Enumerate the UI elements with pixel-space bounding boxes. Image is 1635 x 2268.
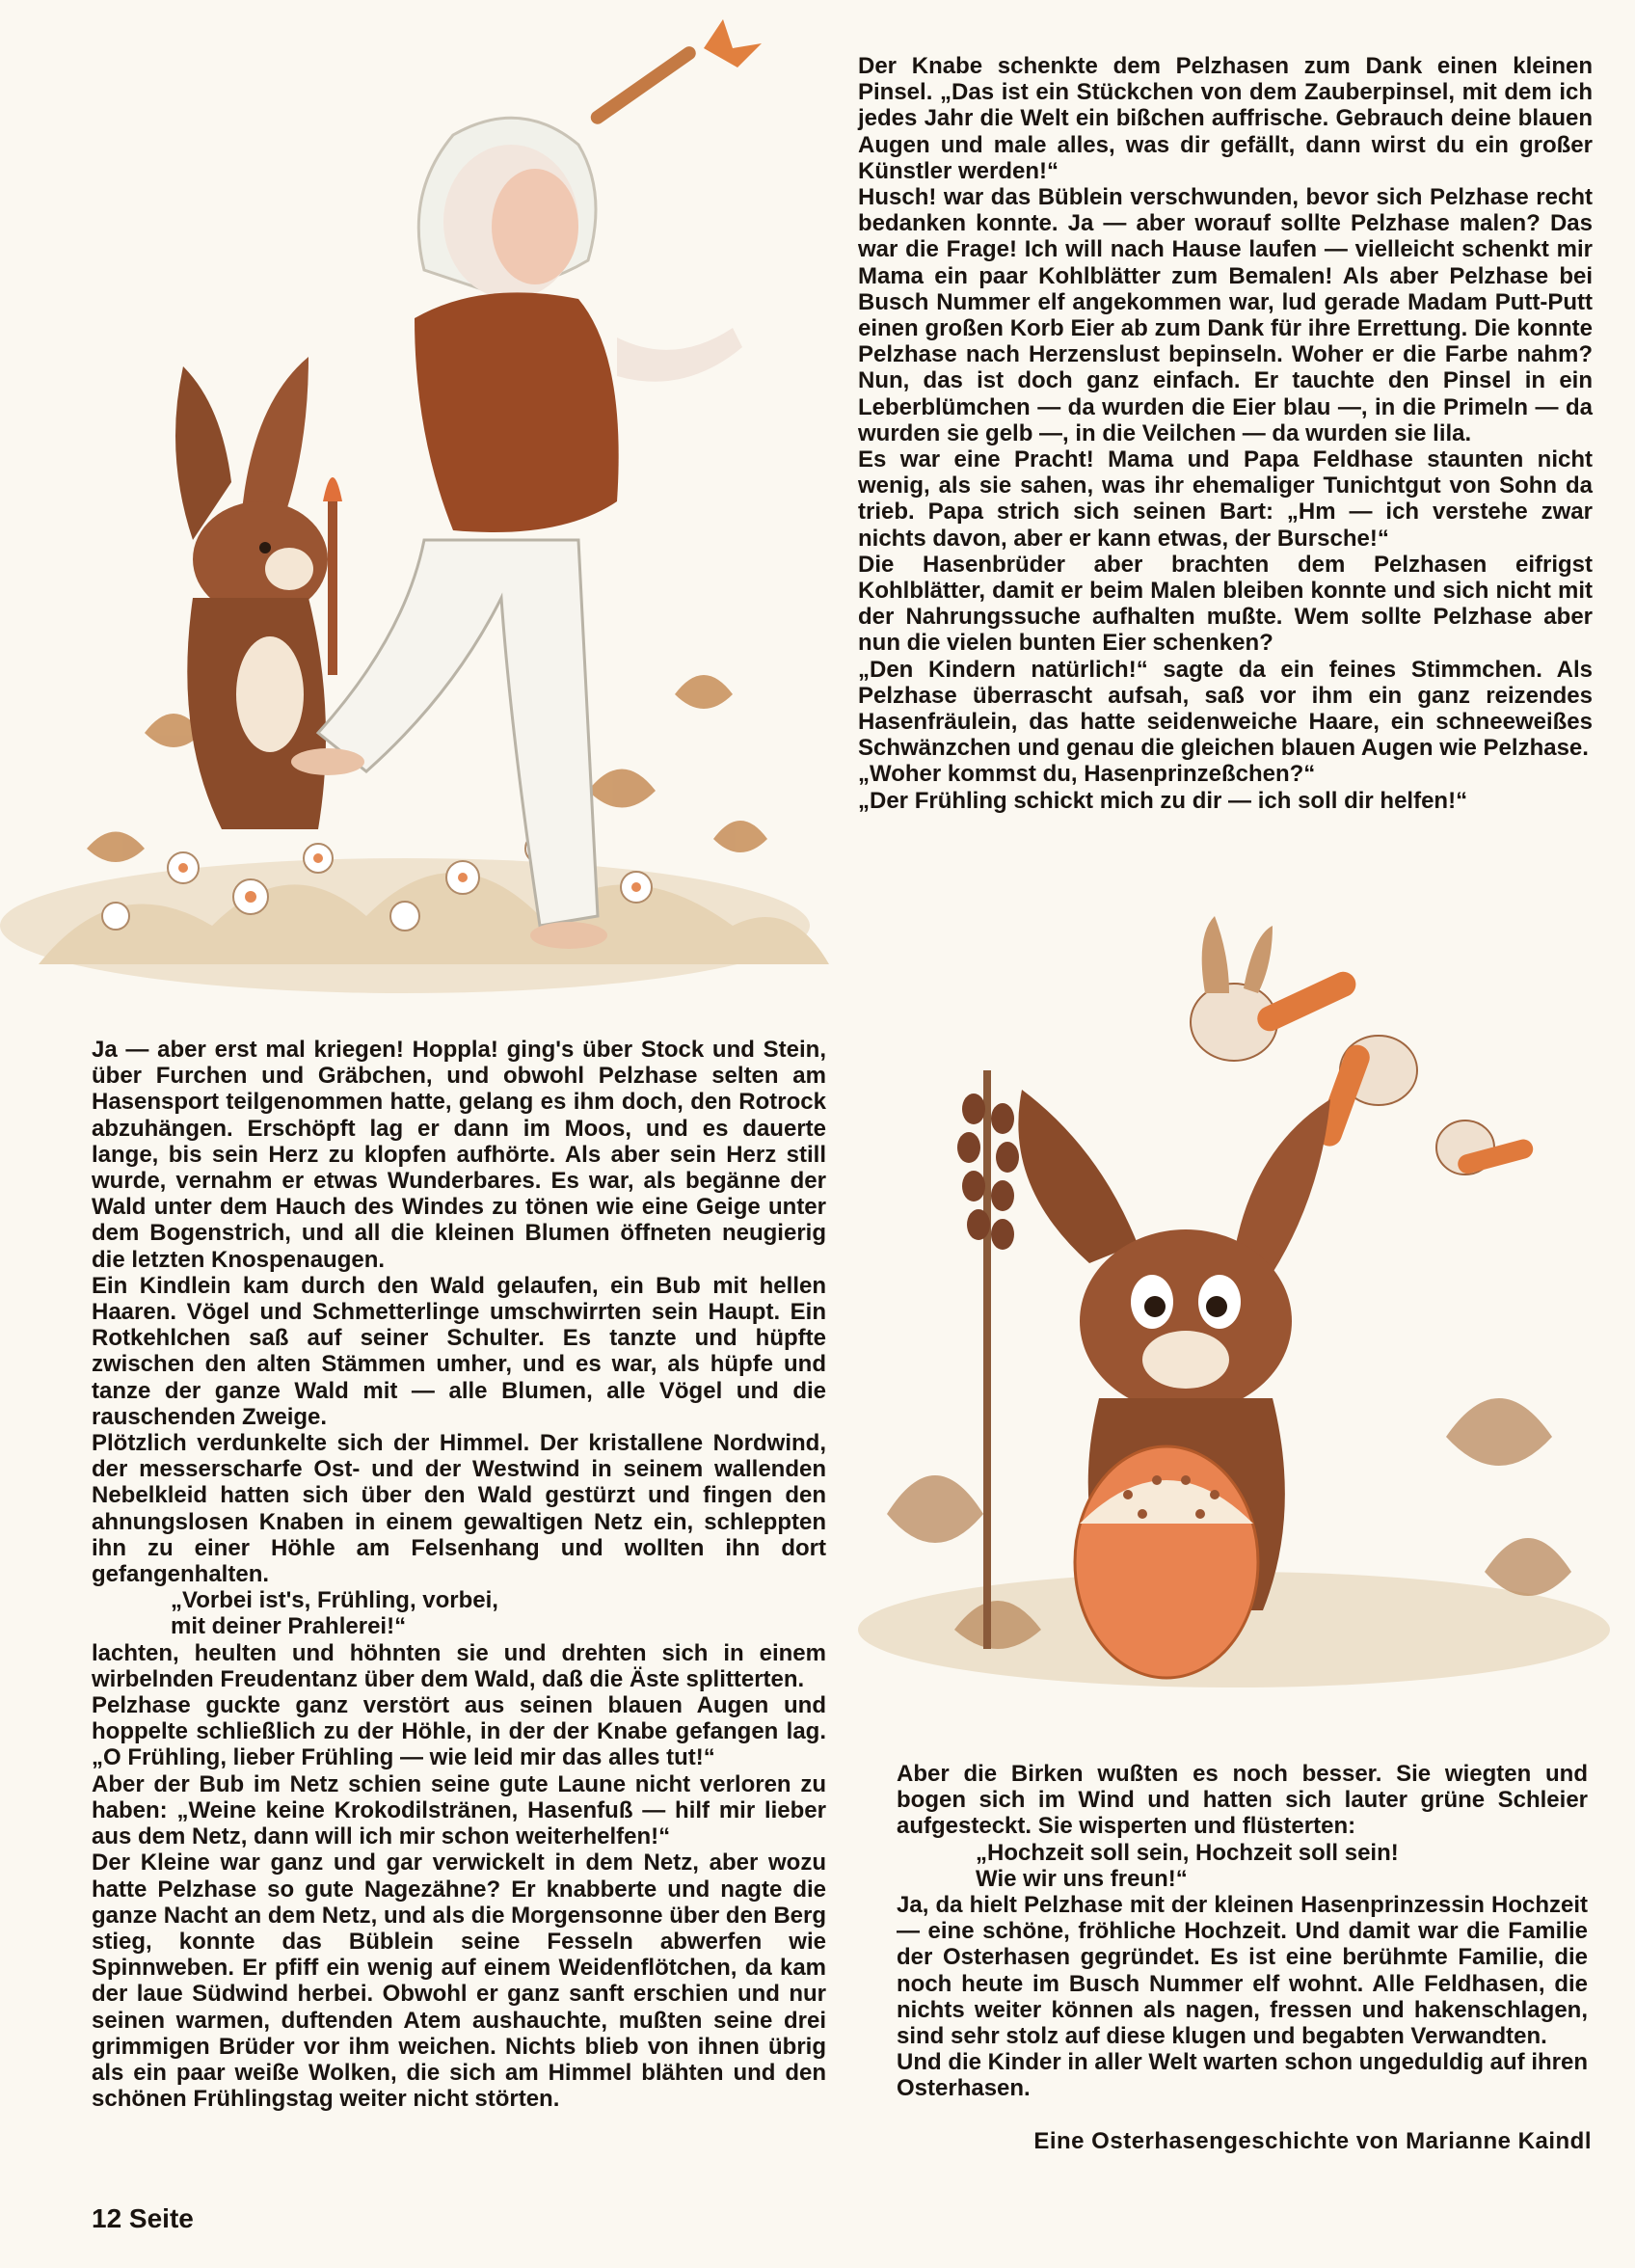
paragraph: Es war eine Pracht! Mama und Papa Feldhase staunten nicht wenig, als sie sahen, was ihr ehemaliger Tunichtgut von Sohn da trieb. Papa strich sich seinen Bart: „Hm — ich verstehe zwar nichts davon, aber er kann etwas, der Bursche!“ [858, 446, 1593, 552]
verse-line: „Hochzeit soll sein, Hochzeit soll sein! [976, 1839, 1399, 1866]
paragraph: Ja — aber erst mal kriegen! Hoppla! ging's über Stock und Stein, über Furchen und Gräbchen, und obwohl Pelzhase selten am Hasensport teilgenommen hatte, gelang es ihm doch, den Rotrock abzuhängen. Erschöpft lag er dann im Moos, und es dauerte lange, bis sein Herz zu klopfen aufhörte. Als aber sein Herz still wurde, vernahm er etwas Wunderbares. Es war, als begänne der Wald unter dem Hauch des Windes zu tönen wie eine Geige unter dem Bogenstrich, und all die kleinen Blumen öffneten neugierig die letzten Knospenaugen. [92, 1037, 826, 1273]
verse-line: Wie wir uns freun!“ [976, 1865, 1188, 1892]
text-column-bottom-right [897, 1761, 1588, 2102]
paragraph: Und die Kinder in aller Welt warten schon ungeduldig auf ihren Osterhasen. [897, 2049, 1588, 2102]
paragraph: „Den Kindern natürlich!“ sagte da ein feines Stimmchen. Als Pelzhase überrascht aufsah, saß vor ihm ein ganz reizendes Hasenfräulein, das hatte seidenweiche Haare, ein schneeweißes Schwänzchen und genau die gleichen blauen Augen wie Pelzhase. [858, 656, 1593, 762]
illustration-bunny-painting-egg [848, 897, 1610, 1697]
paragraph: lachten, heulten und höhnten sie und drehten sich in einem wirbelnden Freudentanz über dem Wald, daß die Äste splitterten. [92, 1639, 826, 1692]
paragraph: Der Kleine war ganz und gar verwickelt in dem Netz, aber wozu hatte Pelzhase so gute Nagezähne? Er knabberte und nagte die ganze Nacht an dem Netz, und als die Morgensonne über den Berg stieg, konnte das Büblein seine Fesseln abwerfen wie Spinnweben. Er pfiff ein wenig auf einem Weidenflötchen, da kam der laue Südwind herbei. Obwohl er ganz sanft erschien und nur seinen warmen, duftenden Atem aushauchte, mußten seine drei grimmigen Brüder vor ihm weichen. Nichts blieb von ihnen übrig als ein paar weiße Wolken, die sich am Himmel blähten und den schönen Frühlingstag weiter nicht störten. [92, 1850, 826, 2113]
illustration-boy-and-bunny [0, 0, 839, 1003]
paragraph: Aber der Bub im Netz schien seine gute Laune nicht verloren zu haben: „Weine keine Krokodilstränen, Hasenfuß — hilf mir lieber aus dem Netz, dann will ich mir schon weiterhelfen!“ [92, 1770, 826, 1850]
text-column-top-right [858, 53, 1593, 814]
paragraph: Der Knabe schenkte dem Pelzhasen zum Dank einen kleinen Pinsel. „Das ist ein Stückchen von dem Zauberpinsel, mit dem ich jedes Jahr die Welt ein bißchen auffrische. Gebrauch deine blauen Augen und male alles, was dir gefällt, dann wirst du ein großer Künstler werden!“ [858, 53, 1593, 184]
paragraph: Die Hasenbrüder aber brachten dem Pelzhasen eifrigst Kohlblätter, damit er beim Malen bleiben konnte und sich nicht mit der Nahrungssuche aufhalten mußte. Wem sollte Pelzhase aber nun die vielen bunten Eier schenken? [858, 551, 1593, 657]
paragraph: Pelzhase guckte ganz verstört aus seinen blauen Augen und hoppelte schließlich zu der Höhle, in der der Knabe gefangen lag. „O Frühling, lieber Frühling — wie leid mir das alles tut!“ [92, 1692, 826, 1771]
paragraph: „Woher kommst du, Hasenprinzeßchen?“ [858, 761, 1316, 788]
paragraph: Ein Kindlein kam durch den Wald gelaufen, ein Bub mit hellen Haaren. Vögel und Schmetterlinge umschwirrten sein Haupt. Ein Rotkehlchen saß auf seiner Schulter. Es tanzte und hüpfte zwischen den alten Stämmen umher, und es war, als hüpfe und tanze der ganze Wald mit — alle Blumen, alle Vögel und die rauschenden Zweige. [92, 1272, 826, 1430]
paragraph: „Der Frühling schickt mich zu dir — ich soll dir helfen!“ [858, 787, 1468, 814]
paragraph: Plötzlich verdunkelte sich der Himmel. Der kristallene Nordwind, der messerscharfe Ost- und der Westwind in seinem wallenden Nebelkleid hatten sich über den Wald gestürzt und fingen den ahnungslosen Knaben in einem gewaltigen Netz ein, schleppten ihn zu einer Höhle am Felsenhang und wollten ihn dort gefangenhalten. [92, 1430, 826, 1588]
grape-hyacinth [957, 1070, 1019, 1649]
boy-with-flute [291, 19, 762, 949]
paragraph: Aber die Birken wußten es noch besser. Sie wiegten und bogen sich im Wind und hatten sich lauter grüne Schleier aufgesteckt. Sie wisperten und flüsterten: [897, 1761, 1588, 1840]
text-column-bottom-left [92, 1037, 826, 2112]
paragraph: Ja, da hielt Pelzhase mit der kleinen Hasenprinzessin Hochzeit — eine schöne, fröhliche Hochzeit. Und damit war die Familie der Osterhasen gegründet. Es ist eine berühmte Familie, die noch heute im Busch Nummer elf wohnt. Alle Feldhasen, die nichts weiter können als nagen, fressen und hakenschlagen, sind sehr stolz auf diese klugen und begabten Verwandten. [897, 1892, 1588, 2050]
bunnies-with-carrots [1191, 916, 1535, 1175]
author-credit: Eine Osterhasengeschichte von Marianne Kaindl [1033, 2128, 1592, 2154]
verse-line: mit deiner Prahlerei!“ [171, 1613, 407, 1640]
page-number: 12 Seite [92, 2203, 194, 2233]
verse-line: „Vorbei ist's, Frühling, vorbei, [171, 1587, 498, 1614]
paragraph: Husch! war das Büblein verschwunden, bevor sich Pelzhase recht bedanken konnte. Ja — aber worauf sollte Pelzhase malen? Das war die Frage! Ich will nach Hause laufen — vielleicht schenkt mir Mama ein paar Kohlblätter zum Bemalen! Als aber Pelzhase bei Busch Nummer elf angekommen war, lud gerade Madam Putt-Putt einen großen Korb Eier ab zum Dank für ihre Errettung. Die konnte Pelzhase nach Herzenslust bepinseln. Woher er die Farbe nahm? Nun, das ist doch ganz einfach. Er tauchte den Pinsel in ein Leberblümchen — da wurden die Eier blau —, in die Primeln — da wurden sie gelb —, in die Veilchen — da wurden sie lila. [858, 184, 1593, 446]
